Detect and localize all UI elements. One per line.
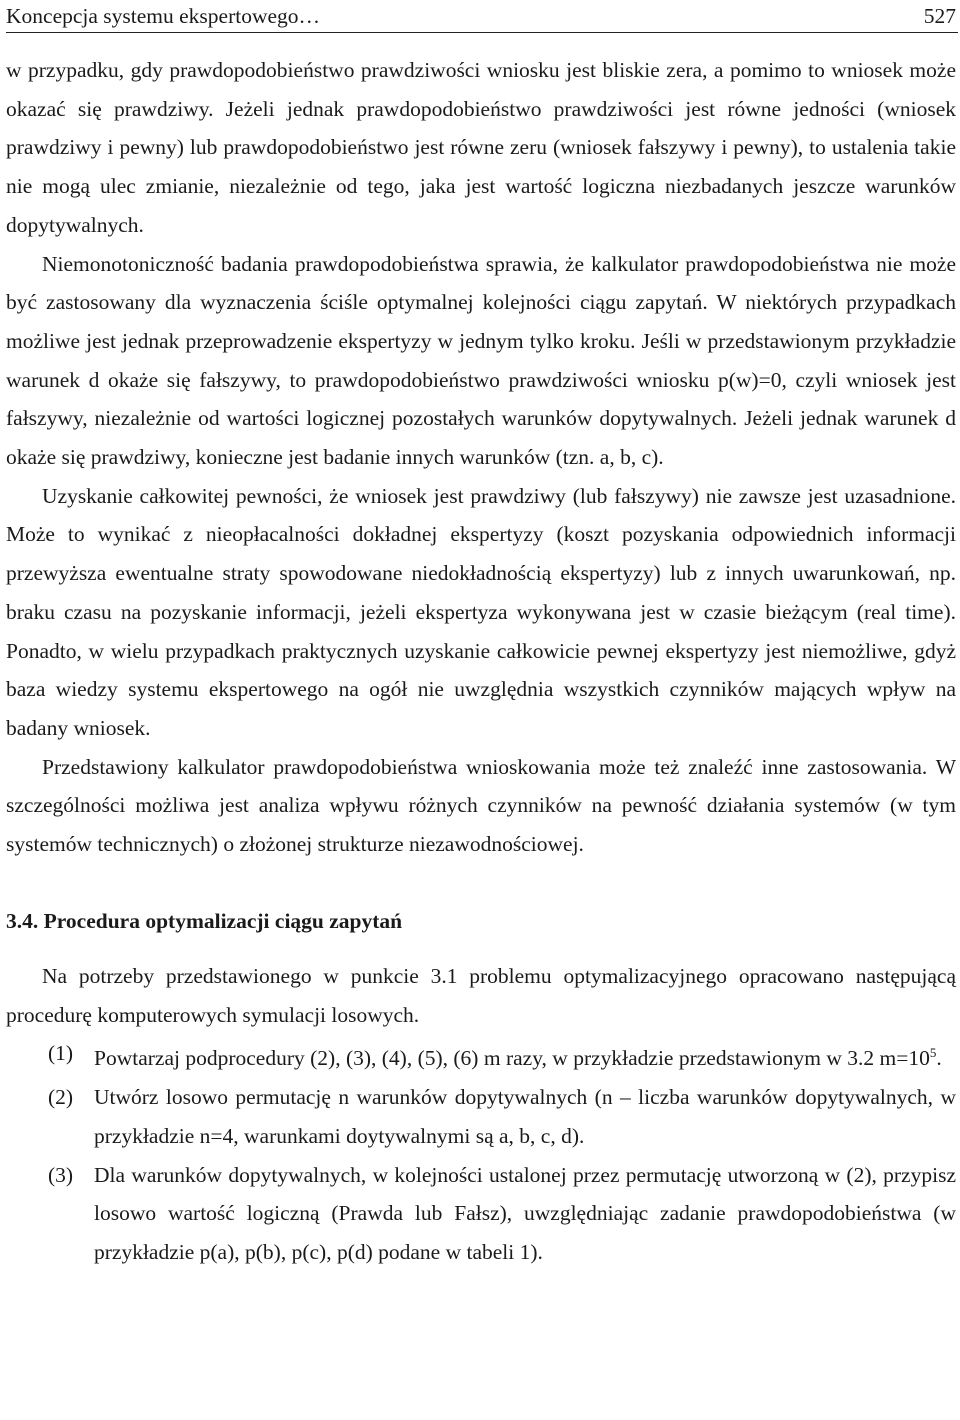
paragraph: Uzyskanie całkowitej pewności, że wniosek jest prawdziwy (lub fałszywy) nie zawsze jest uzasadnione. Może to wynikać z nieopłacalności dokładnej ekspertyzy (koszt pozyskania odpowiednich informacji przewyższa ewentualne straty spowodowane niedokładnością ekspertyzy) lub z innych uwarunkowań, np. braku czasu na pozyskanie informacji, jeżeli ekspertyza wykonywana jest w czasie bieżącym (real time). Ponadto, w wielu przypadkach praktycznych uzyskanie całkowicie pewnej ekspertyzy jest niemożliwe, gdyż baza wiedzy systemu ekspertowego na ogół nie uwzględnia wszystkich czynników mających wpływ na badany wniosek. (6, 483, 956, 740)
page-number: 527 (923, 4, 956, 28)
list-item (6, 1034, 956, 1078)
paragraph: Niemonotoniczność badania prawdopodobieństwa sprawia, że kalkulator prawdopodobieństwa nie może być zastosowany dla wyznaczenia ściśle optymalnej kolejności ciągu zapytań. W niektórych przypadkach możliwe jest jednak przeprowadzenie ekspertyzy w jednym tylko kroku. Jeśli w przedstawionym przykładzie warunek d okaże się fałszywy, to prawdopodobieństwo prawdziwości wniosku p(w)=0, czyli wniosek jest fałszywy, niezależnie od wartości logicznej pozostałych warunków dopytywalnych. Jeżeli jednak warunek d okaże się prawdziwy, konieczne jest badanie innych warunków (tzn. a, b, c). (6, 251, 956, 470)
section-intro: Na potrzeby przedstawionego w punkcie 3.1 problemu optymalizacyjnego opracowano następującą procedurę komputerowych symulacji losowych. (6, 963, 956, 1027)
list-item-text: Powtarzaj podprocedury (2), (3), (4), (5), (6) m razy, w przykładzie przedstawionym w 3.2 m=10 (94, 1046, 930, 1071)
procedure-list (6, 1034, 956, 1271)
list-item-number: (3) (48, 1162, 74, 1187)
list-item-tail: . (936, 1046, 942, 1071)
list-item-text: Dla warunków dopytywalnych, w kolejności ustalonej przez permutację utworzoną w (2), przypisz losowo wartość logiczną (Prawda lub Fałsz), uwzględniając zadanie prawdopodobieństwa (w przykładzie p(a), p(b), p(c), p(d) podane w tabeli 1). (94, 1162, 956, 1265)
page-body (6, 51, 956, 1272)
superscript: 5 (929, 1045, 937, 1061)
list-item-text: Utwórz losowo permutację n warunków dopytywalnych (n – liczba warunków dopytywalnych, w przykładzie n=4, warunkami doytywalnymi są a, b, c, d). (94, 1085, 956, 1148)
running-header (6, 0, 958, 33)
paragraph-continued: w przypadku, gdy prawdopodobieństwo prawdziwości wniosku jest bliskie zera, a pomimo to wniosek może okazać się prawdziwy. Jeżeli jednak prawdopodobieństwo prawdziwości jest równe jedności (wniosek prawdziwy i pewny) lub prawdopodobieństwo jest równe zeru (wniosek fałszywy i pewny), to ustalenia takie nie mogą ulec zmianie, niezależnie od tego, jaka jest wartość logiczna niezbadanych jeszcze warunków dopytywalnych. (6, 58, 956, 237)
list-item (6, 1078, 956, 1155)
paragraph: Przedstawiony kalkulator prawdopodobieństwa wnioskowania może też znaleźć inne zastosowania. W szczególności możliwa jest analiza wpływu różnych czynników na pewność działania systemów (w tym systemów technicznych) o złożonej strukturze niezawodnościowej. (6, 754, 956, 857)
list-item (6, 1156, 956, 1272)
running-title: Koncepcja systemu ekspertowego… (6, 4, 321, 28)
list-item-number: (1) (48, 1041, 74, 1066)
list-item-number: (2) (48, 1085, 74, 1110)
section-heading: 3.4. Procedura optymalizacji ciągu zapytań (6, 909, 403, 934)
